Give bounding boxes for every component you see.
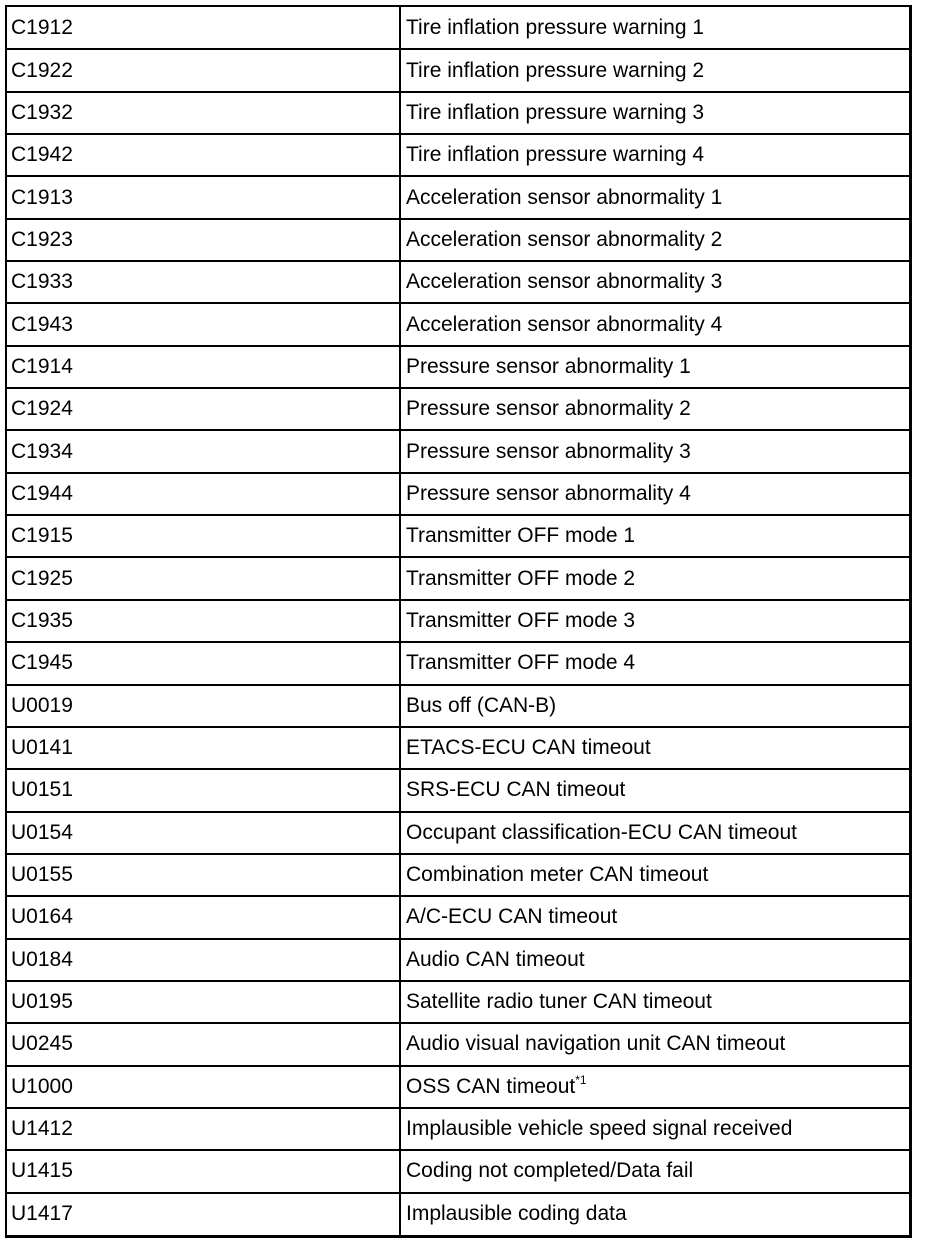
dtc-description-cell: [400, 1023, 909, 1065]
dtc-description-text: Audio CAN timeout: [406, 947, 585, 971]
dtc-code-cell: C1942: [7, 134, 400, 176]
dtc-description-text: Pressure sensor abnormality 4: [406, 481, 691, 505]
dtc-description-cell: [400, 346, 909, 388]
dtc-code-cell: C1943: [7, 303, 400, 345]
dtc-code-cell: U1415: [7, 1150, 400, 1192]
dtc-table-body: [7, 7, 909, 1235]
dtc-code-cell: C1935: [7, 600, 400, 642]
table-row: [7, 219, 909, 261]
dtc-description-cell: [400, 49, 909, 91]
dtc-description-cell: [400, 642, 909, 684]
dtc-code-cell: C1922: [7, 49, 400, 91]
dtc-code-cell: C1924: [7, 388, 400, 430]
table-row: [7, 600, 909, 642]
table-row: [7, 1193, 909, 1235]
dtc-code-cell: C1912: [7, 7, 400, 49]
dtc-description-text: OSS CAN timeout: [406, 1074, 576, 1098]
dtc-description-text: SRS-ECU CAN timeout: [406, 778, 626, 802]
dtc-description-text: Tire inflation pressure warning 3: [406, 100, 705, 124]
dtc-description-text: Transmitter OFF mode 3: [406, 608, 636, 632]
dtc-description-cell: [400, 812, 909, 854]
dtc-description-cell: [400, 176, 909, 218]
dtc-description-text: Coding not completed/Data fail: [406, 1159, 694, 1183]
dtc-description-text: Acceleration sensor abnormality 3: [406, 270, 723, 294]
dtc-code-cell: U0164: [7, 896, 400, 938]
dtc-description-text: Implausible coding data: [406, 1202, 627, 1226]
dtc-description-cell: [400, 473, 909, 515]
dtc-code-cell: C1945: [7, 642, 400, 684]
footnote-marker: *1: [575, 1072, 587, 1087]
dtc-description-cell: [400, 261, 909, 303]
dtc-code-cell: U0154: [7, 812, 400, 854]
table-row: [7, 473, 909, 515]
dtc-description-cell: [400, 896, 909, 938]
dtc-description-text: Bus off (CAN-B): [406, 693, 557, 717]
table-row: [7, 1023, 909, 1065]
dtc-description-text: Pressure sensor abnormality 1: [406, 354, 691, 378]
dtc-table-frame: [5, 5, 912, 1238]
dtc-description-text: Tire inflation pressure warning 2: [406, 58, 705, 82]
dtc-description-cell: [400, 1193, 909, 1235]
dtc-code-cell: U0184: [7, 939, 400, 981]
table-row: [7, 430, 909, 472]
dtc-description-text: ETACS-ECU CAN timeout: [406, 736, 651, 760]
table-row: [7, 727, 909, 769]
dtc-code-cell: C1925: [7, 557, 400, 599]
table-row: [7, 685, 909, 727]
table-row: [7, 939, 909, 981]
table-row: [7, 1108, 909, 1150]
dtc-code-cell: U0141: [7, 727, 400, 769]
dtc-description-cell: [400, 92, 909, 134]
dtc-description-text: Pressure sensor abnormality 2: [406, 397, 691, 421]
table-row: [7, 896, 909, 938]
table-row: [7, 261, 909, 303]
dtc-description-text: Transmitter OFF mode 4: [406, 651, 636, 675]
dtc-code-cell: U1412: [7, 1108, 400, 1150]
table-row: [7, 7, 909, 49]
table-row: [7, 134, 909, 176]
table-row: [7, 854, 909, 896]
dtc-description-cell: [400, 600, 909, 642]
dtc-code-cell: C1932: [7, 92, 400, 134]
dtc-description-text: Transmitter OFF mode 2: [406, 566, 636, 590]
dtc-description-text: Audio visual navigation unit CAN timeout: [406, 1032, 786, 1056]
dtc-description-cell: [400, 1150, 909, 1192]
table-row: [7, 769, 909, 811]
dtc-table: [7, 7, 909, 1235]
dtc-description-cell: [400, 685, 909, 727]
dtc-description-cell: [400, 219, 909, 261]
table-row: [7, 1066, 909, 1108]
dtc-description-text: A/C-ECU CAN timeout: [406, 905, 618, 929]
dtc-description-cell: [400, 1066, 909, 1108]
table-row: [7, 515, 909, 557]
dtc-code-cell: U0155: [7, 854, 400, 896]
dtc-code-cell: U1417: [7, 1193, 400, 1235]
dtc-code-cell: C1933: [7, 261, 400, 303]
table-row: [7, 92, 909, 134]
dtc-code-cell: C1913: [7, 176, 400, 218]
dtc-description-text: Implausible vehicle speed signal received: [406, 1117, 793, 1141]
dtc-description-cell: [400, 769, 909, 811]
dtc-description-cell: [400, 388, 909, 430]
dtc-code-cell: C1944: [7, 473, 400, 515]
dtc-description-cell: [400, 134, 909, 176]
dtc-code-cell: C1915: [7, 515, 400, 557]
table-row: [7, 303, 909, 345]
table-row: [7, 557, 909, 599]
dtc-description-text: Acceleration sensor abnormality 1: [406, 185, 723, 209]
dtc-description-cell: [400, 981, 909, 1023]
dtc-description-cell: [400, 854, 909, 896]
dtc-code-cell: U0151: [7, 769, 400, 811]
dtc-description-text: Acceleration sensor abnormality 4: [406, 312, 723, 336]
table-row: [7, 176, 909, 218]
dtc-code-cell: C1923: [7, 219, 400, 261]
dtc-code-cell: U0195: [7, 981, 400, 1023]
dtc-description-text: Satellite radio tuner CAN timeout: [406, 990, 712, 1014]
table-row: [7, 1150, 909, 1192]
dtc-code-cell: U0019: [7, 685, 400, 727]
dtc-code-cell: U0245: [7, 1023, 400, 1065]
dtc-description-cell: [400, 515, 909, 557]
dtc-description-text: Tire inflation pressure warning 1: [406, 15, 705, 39]
dtc-description-cell: [400, 939, 909, 981]
table-row: [7, 642, 909, 684]
dtc-description-cell: [400, 430, 909, 472]
table-row: [7, 346, 909, 388]
dtc-description-cell: [400, 557, 909, 599]
dtc-description-cell: [400, 303, 909, 345]
dtc-description-text: Tire inflation pressure warning 4: [406, 143, 705, 167]
dtc-description-cell: [400, 7, 909, 49]
table-row: [7, 49, 909, 91]
dtc-description-cell: [400, 1108, 909, 1150]
dtc-description-text: Combination meter CAN timeout: [406, 863, 709, 887]
table-row: [7, 981, 909, 1023]
dtc-code-cell: C1914: [7, 346, 400, 388]
dtc-description-text: Acceleration sensor abnormality 2: [406, 227, 723, 251]
dtc-description-text: Pressure sensor abnormality 3: [406, 439, 691, 463]
dtc-code-cell: C1934: [7, 430, 400, 472]
dtc-description-text: Occupant classification-ECU CAN timeout: [406, 820, 797, 844]
table-row: [7, 388, 909, 430]
table-row: [7, 812, 909, 854]
dtc-description-text: Transmitter OFF mode 1: [406, 524, 636, 548]
dtc-description-cell: [400, 727, 909, 769]
dtc-code-cell: U1000: [7, 1066, 400, 1108]
